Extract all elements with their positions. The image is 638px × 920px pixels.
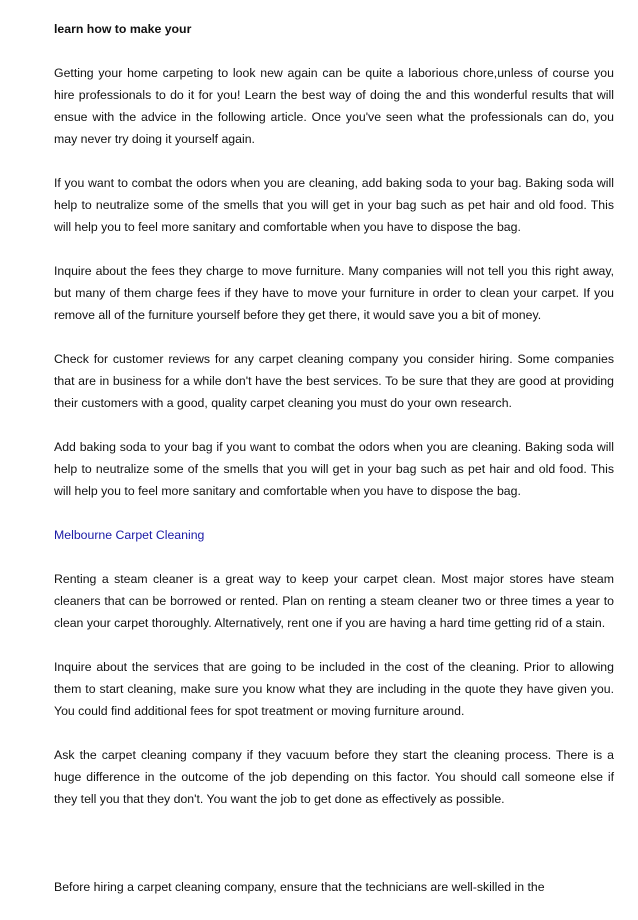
paragraph-steam-cleaner: Renting a steam cleaner is a great way to keep your carpet clean. Most major stores have steam cleaners that can be borrowed or rented. Plan on renting a steam cleaner two or three times a year to clean your carpet thoroughly. Alternatively, rent one if you are having a hard time getting rid of a stain. [54,572,614,630]
paragraph-vacuum: Ask the carpet cleaning company if they vacuum before they start the cleaning process. There is a huge difference in the outcome of the job depending on this factor. You should call someone else if they tell you that they don't. You want the job to get done as effectively as possible. [54,748,614,806]
paragraph-intro: Getting your home carpeting to look new again can be quite a laborious chore,unless of course you hire professionals to do it for you! Learn the best way of doing the and this wonderful results that will ensue with the advice in the following article. Once you've seen what the professionals can do, you may never try doing it yourself again. [54,66,614,146]
document-page [54,18,614,920]
document-title: learn how to make your [54,22,192,36]
paragraph-services: Inquire about the services that are going to be included in the cost of the cleaning. Prior to allowing them to start cleaning, make sure you know what they are including in the quote they have given you. You could find additional fees for spot treatment or moving furniture around. [54,660,614,718]
paragraph-reviews: Check for customer reviews for any carpet cleaning company you consider hiring. Some companies that are in business for a while don't have the best services. To be sure that they are good at providing their customers with a good, quality carpet cleaning you must do your own research. [54,352,614,410]
melbourne-carpet-cleaning-link[interactable]: Melbourne Carpet Cleaning [54,528,205,542]
paragraph-odors: If you want to combat the odors when you are cleaning, add baking soda to your bag. Baking soda will help to neutralize some of the smells that you will get in your bag such as pet hair and old food. This will help you to feel more sanitary and comfortable when you have to dispose the bag. [54,176,614,234]
paragraph-fees: Inquire about the fees they charge to move furniture. Many companies will not tell you this right away, but many of them charge fees if they have to move your furniture in order to clean your carpet. If you remove all of the furniture yourself before they get there, it would save you a bit of money. [54,264,614,322]
paragraph-before-hiring: Before hiring a carpet cleaning company, ensure that the technicians are well-skilled in the [54,880,545,894]
blank-space [54,832,614,876]
paragraph-baking-soda: Add baking soda to your bag if you want to combat the odors when you are cleaning. Baking soda will help to neutralize some of the smells that you will get in your bag such as pet hair and old food. This will help you to feel more sanitary and comfortable when you have to dispose the bag. [54,440,614,498]
